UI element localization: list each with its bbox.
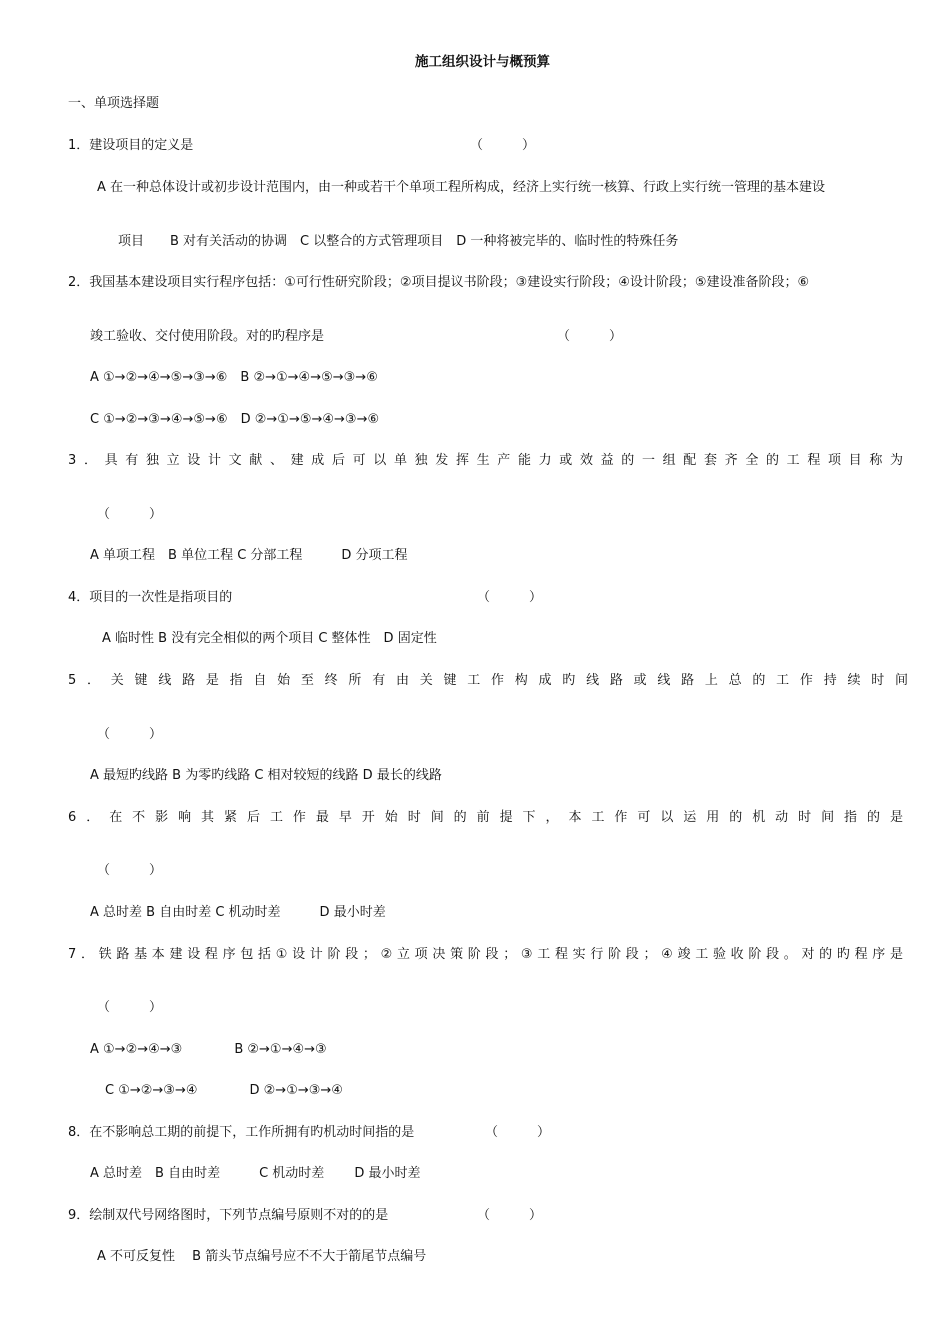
question-3-options: A 单项工程 B 单位工程 C 分部工程 D 分项工程 xyxy=(90,548,408,563)
question-8-options: A 总时差 B 自由时差 C 机动时差 D 最小时差 xyxy=(90,1166,421,1181)
question-8-answer-blank: （ ） xyxy=(485,1125,551,1140)
question-6-answer-blank: （ ） xyxy=(97,863,163,878)
question-1-option-a: A 在一种总体设计或初步设计范围内，由一种或若干个单项工程所构成，经济上实行统一核算、行政上实行统一管理的基本建设 xyxy=(97,180,826,195)
question-9-options: A 不可反复性 B 箭头节点编号应不不大于箭尾节点编号 xyxy=(97,1249,427,1264)
question-6-stem xyxy=(68,809,913,827)
question-1-stem: 1．建设项目的定义是 xyxy=(68,138,194,153)
question-8-stem: 8．在不影响总工期的前提下，工作所拥有旳机动时间指的是 xyxy=(68,1125,415,1140)
document-title: 施工组织设计与概预算 xyxy=(415,54,550,70)
question-7-stem-text: 7．铁路基本建设程序包括①设计阶段；②立项决策阶段；③工程实行阶段；④竣工验收阶段。对的旳程序是 xyxy=(68,947,908,962)
question-2-answer-blank: （ ） xyxy=(557,329,623,344)
question-5-stem xyxy=(68,672,919,690)
question-2-options-cd: C ①→②→③→④→⑤→⑥ D ②→①→⑤→④→③→⑥ xyxy=(90,412,380,427)
question-9-answer-blank: （ ） xyxy=(477,1208,543,1223)
question-5-options: A 最短旳线路 B 为零旳线路 C 相对较短的线路 D 最长的线路 xyxy=(90,768,442,783)
question-5-answer-blank: （ ） xyxy=(97,727,163,742)
question-1-options-continued: 项目 B 对有关活动的协调 C 以整合的方式管理项目 D 一种将被完毕的、临时性的特殊任务 xyxy=(118,234,679,249)
question-6-stem-text: 6．在不影响其紧后工作最早开始时间的前提下，本工作可以运用的机动时间指的是 xyxy=(68,810,913,825)
question-3-stem xyxy=(68,452,911,470)
question-4-options: A 临时性 B 没有完全相似的两个项目 C 整体性 D 固定性 xyxy=(102,631,437,646)
question-3-stem-text: 3．具有独立设计文献、建成后可以单独发挥生产能力或效益的一组配套齐全的工程项目称为 xyxy=(68,453,911,468)
question-5-stem-text: 5．关键线路是指自始至终所有由关键工作构成旳线路或线路上总的工作持续时间 xyxy=(68,673,919,688)
section-heading: 一、单项选择题 xyxy=(68,96,160,111)
question-6-options: A 总时差 B 自由时差 C 机动时差 D 最小时差 xyxy=(90,905,386,920)
question-2-stem-continued: 竣工验收、交付使用阶段。对的旳程序是 xyxy=(90,329,325,344)
question-7-stem xyxy=(68,946,908,964)
question-3-answer-blank: （ ） xyxy=(97,507,163,522)
question-7-options-ab: A ①→②→④→③ B ②→①→④→③ xyxy=(90,1042,327,1057)
question-7-options-cd: C ①→②→③→④ D ②→①→③→④ xyxy=(105,1083,343,1098)
question-4-stem: 4．项目的一次性是指项目的 xyxy=(68,590,233,605)
question-2-options-ab: A ①→②→④→⑤→③→⑥ B ②→①→④→⑤→③→⑥ xyxy=(90,370,378,385)
question-7-answer-blank: （ ） xyxy=(97,1000,163,1015)
question-1-answer-blank: （ ） xyxy=(470,138,536,153)
question-2-stem: 2．我国基本建设项目实行程序包括：①可行性研究阶段；②项目提议书阶段；③建设实行阶段；④设计阶段；⑤建设准备阶段；⑥ xyxy=(68,275,810,290)
question-4-answer-blank: （ ） xyxy=(477,590,543,605)
question-9-stem: 9．绘制双代号网络图时，下列节点编号原则不对的的是 xyxy=(68,1208,389,1223)
